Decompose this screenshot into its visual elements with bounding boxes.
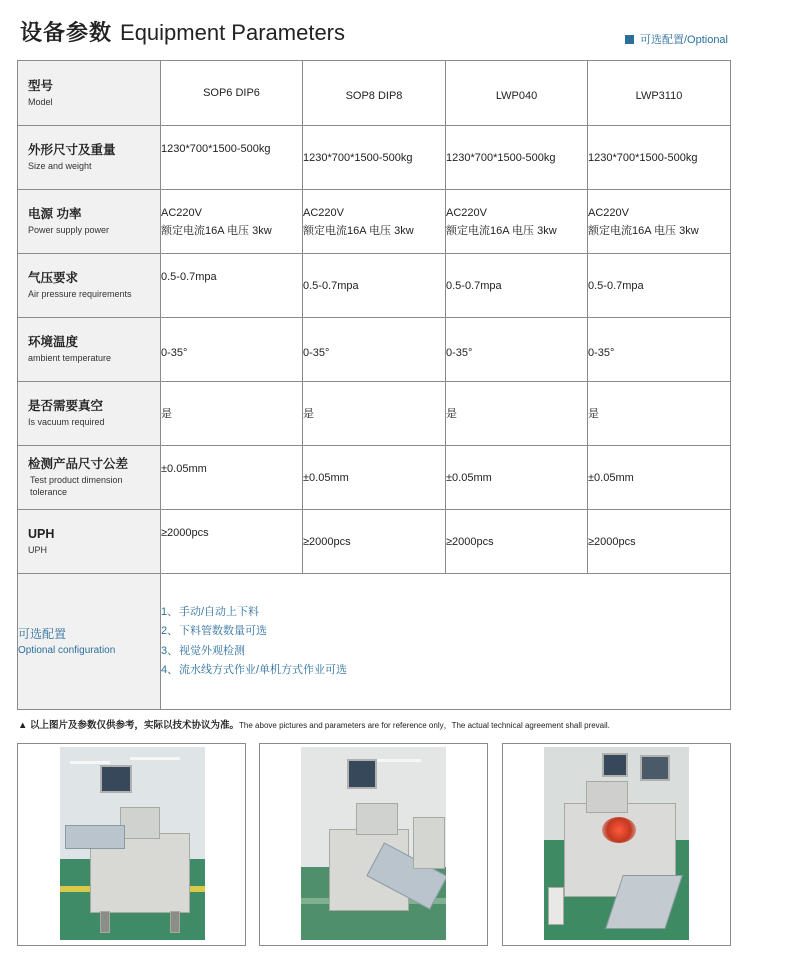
value-cell	[446, 510, 588, 574]
value-line: AC220V	[588, 206, 629, 219]
model-cell	[588, 61, 731, 126]
reference-note	[18, 717, 610, 731]
table-row	[18, 446, 731, 510]
model-text: LWP040	[495, 90, 538, 102]
value-cell	[303, 254, 446, 318]
list-item-number: 3、	[161, 644, 179, 657]
value-cell	[161, 446, 303, 510]
value-text: 是	[446, 407, 457, 420]
row-label-en: UPH	[28, 545, 48, 555]
page-title	[20, 16, 345, 47]
list-item-text: 下料管数数量可选	[179, 625, 267, 637]
optional-legend	[625, 31, 728, 47]
optional-label-zh: 可选配置	[18, 626, 67, 641]
row-label-en: Test product dimension	[30, 475, 123, 485]
row-label-en: Is vacuum required	[28, 417, 105, 427]
list-item-text: 视觉外观检测	[179, 644, 245, 657]
value-cell	[161, 382, 303, 446]
value-text: 0-35°	[446, 346, 473, 359]
row-label-en: ambient temperature	[28, 353, 112, 363]
row-label	[18, 318, 161, 382]
equipment-photo-frame-3	[502, 743, 731, 946]
value-line: AC220V	[303, 206, 344, 219]
table-row	[18, 510, 731, 574]
value-text: 是	[303, 407, 314, 420]
value-cell	[303, 318, 446, 382]
value-text: ±0.05mm	[588, 471, 634, 484]
row-label	[18, 190, 161, 254]
row-label	[18, 254, 161, 318]
list-item	[161, 603, 730, 623]
row-label	[18, 126, 161, 190]
value-line: AC220V	[446, 206, 487, 219]
value-text: 1230*700*1500-500kg	[446, 151, 556, 164]
row-label-en: Model	[28, 96, 53, 107]
value-cell	[161, 126, 303, 190]
value-text: 是	[161, 407, 172, 420]
value-cell	[588, 510, 731, 574]
value-line: 额定电流16A 电压 3kw	[161, 224, 272, 237]
equipment-photo-3	[544, 747, 689, 940]
row-label	[18, 510, 161, 574]
value-text: ≥2000pcs	[161, 526, 209, 539]
value-cell	[446, 318, 588, 382]
page-title-zh: 设备参数	[20, 20, 113, 45]
value-cell	[588, 254, 731, 318]
value-cell	[303, 382, 446, 446]
row-label-model	[18, 61, 161, 126]
value-cell	[303, 446, 446, 510]
value-cell	[303, 190, 446, 254]
table-row-optional	[18, 574, 731, 710]
row-label-zh: 电源 功率	[28, 207, 82, 221]
model-text: LWP3110	[635, 90, 683, 102]
table-row	[18, 318, 731, 382]
list-item	[161, 642, 730, 662]
value-text: 是	[588, 407, 599, 420]
value-text: ≥2000pcs	[588, 535, 636, 548]
value-cell	[161, 510, 303, 574]
value-cell	[161, 254, 303, 318]
value-line: 额定电流16A 电压 3kw	[303, 224, 414, 237]
value-cell	[446, 382, 588, 446]
optional-label-en: Optional configuration	[18, 644, 116, 656]
row-label-zh: 型号	[28, 78, 54, 93]
value-text: 0.5-0.7mpa	[303, 279, 359, 292]
value-text: ±0.05mm	[446, 471, 492, 484]
value-text: 0.5-0.7mpa	[588, 279, 644, 292]
optional-legend-text: 可选配置/Optional	[639, 34, 728, 46]
row-label-en: tolerance	[30, 487, 68, 497]
value-cell	[588, 190, 731, 254]
list-item	[161, 661, 730, 681]
value-cell	[588, 126, 731, 190]
row-label-en: Power supply power	[28, 225, 110, 235]
value-text: 0.5-0.7mpa	[161, 270, 217, 283]
table-row	[18, 190, 731, 254]
value-text: ≥2000pcs	[303, 535, 351, 548]
row-label-zh: 气压要求	[28, 271, 79, 285]
table-row	[18, 254, 731, 318]
model-cell	[303, 61, 446, 126]
value-text: ±0.05mm	[161, 462, 207, 475]
legend-square-icon	[625, 35, 634, 44]
value-text: 0-35°	[303, 346, 330, 359]
optional-config-label	[18, 574, 161, 710]
value-line: AC220V	[161, 206, 202, 219]
value-cell	[303, 510, 446, 574]
value-text: 0-35°	[161, 346, 188, 359]
value-cell	[446, 254, 588, 318]
list-item-number: 2、	[161, 625, 179, 637]
value-line: 额定电流16A 电压 3kw	[446, 224, 557, 237]
equipment-photo-1	[60, 747, 205, 940]
list-item	[161, 622, 730, 642]
table-row	[18, 382, 731, 446]
row-label-en: Size and weight	[28, 161, 92, 171]
equipment-photo-2	[301, 747, 446, 940]
reference-note-en: The above pictures and parameters are for reference only，The actual technical agreement shall prevail.	[239, 721, 610, 730]
value-cell	[161, 190, 303, 254]
row-label	[18, 382, 161, 446]
value-text: 0-35°	[588, 346, 615, 359]
value-text: ±0.05mm	[303, 471, 349, 484]
row-label	[18, 446, 161, 510]
value-cell	[161, 318, 303, 382]
parameters-table	[17, 60, 731, 710]
table-row	[18, 126, 731, 190]
equipment-photo-frame-2	[259, 743, 488, 946]
row-label-zh: 环境温度	[28, 335, 79, 349]
list-item-number: 4、	[161, 664, 179, 676]
page-title-en: Equipment Parameters	[120, 20, 346, 45]
value-cell	[446, 190, 588, 254]
value-cell	[588, 446, 731, 510]
row-label-zh: 是否需要真空	[28, 399, 104, 413]
value-text: 0.5-0.7mpa	[446, 279, 502, 292]
value-cell	[588, 318, 731, 382]
table-row-model	[18, 61, 731, 126]
list-item-text: 手动/自动上下料	[179, 605, 260, 618]
value-line: 额定电流16A 电压 3kw	[588, 224, 699, 237]
value-text: 1230*700*1500-500kg	[303, 151, 413, 164]
reference-note-zh: ▲ 以上图片及参数仅供参考，实际以技术协议为准。	[18, 720, 240, 731]
value-cell	[446, 446, 588, 510]
row-label-zh: UPH	[28, 527, 55, 541]
model-text: SOP8 DIP8	[345, 90, 403, 102]
value-text: ≥2000pcs	[446, 535, 494, 548]
row-label-zh: 检测产品尺寸公差	[28, 457, 129, 471]
list-item-text: 流水线方式作业/单机方式作业可选	[179, 664, 348, 676]
list-item-number: 1、	[161, 605, 179, 618]
value-cell	[588, 382, 731, 446]
value-text: 1230*700*1500-500kg	[161, 142, 271, 155]
optional-config-list	[161, 574, 731, 710]
value-cell	[303, 126, 446, 190]
value-cell	[446, 126, 588, 190]
equipment-photo-frame-1	[17, 743, 246, 946]
value-text: 1230*700*1500-500kg	[588, 151, 698, 164]
model-cell	[446, 61, 588, 126]
row-label-en: Air pressure requirements	[28, 289, 132, 299]
row-label-zh: 外形尺寸及重量	[28, 143, 116, 157]
model-cell: SOP6 DIP6	[161, 61, 303, 126]
